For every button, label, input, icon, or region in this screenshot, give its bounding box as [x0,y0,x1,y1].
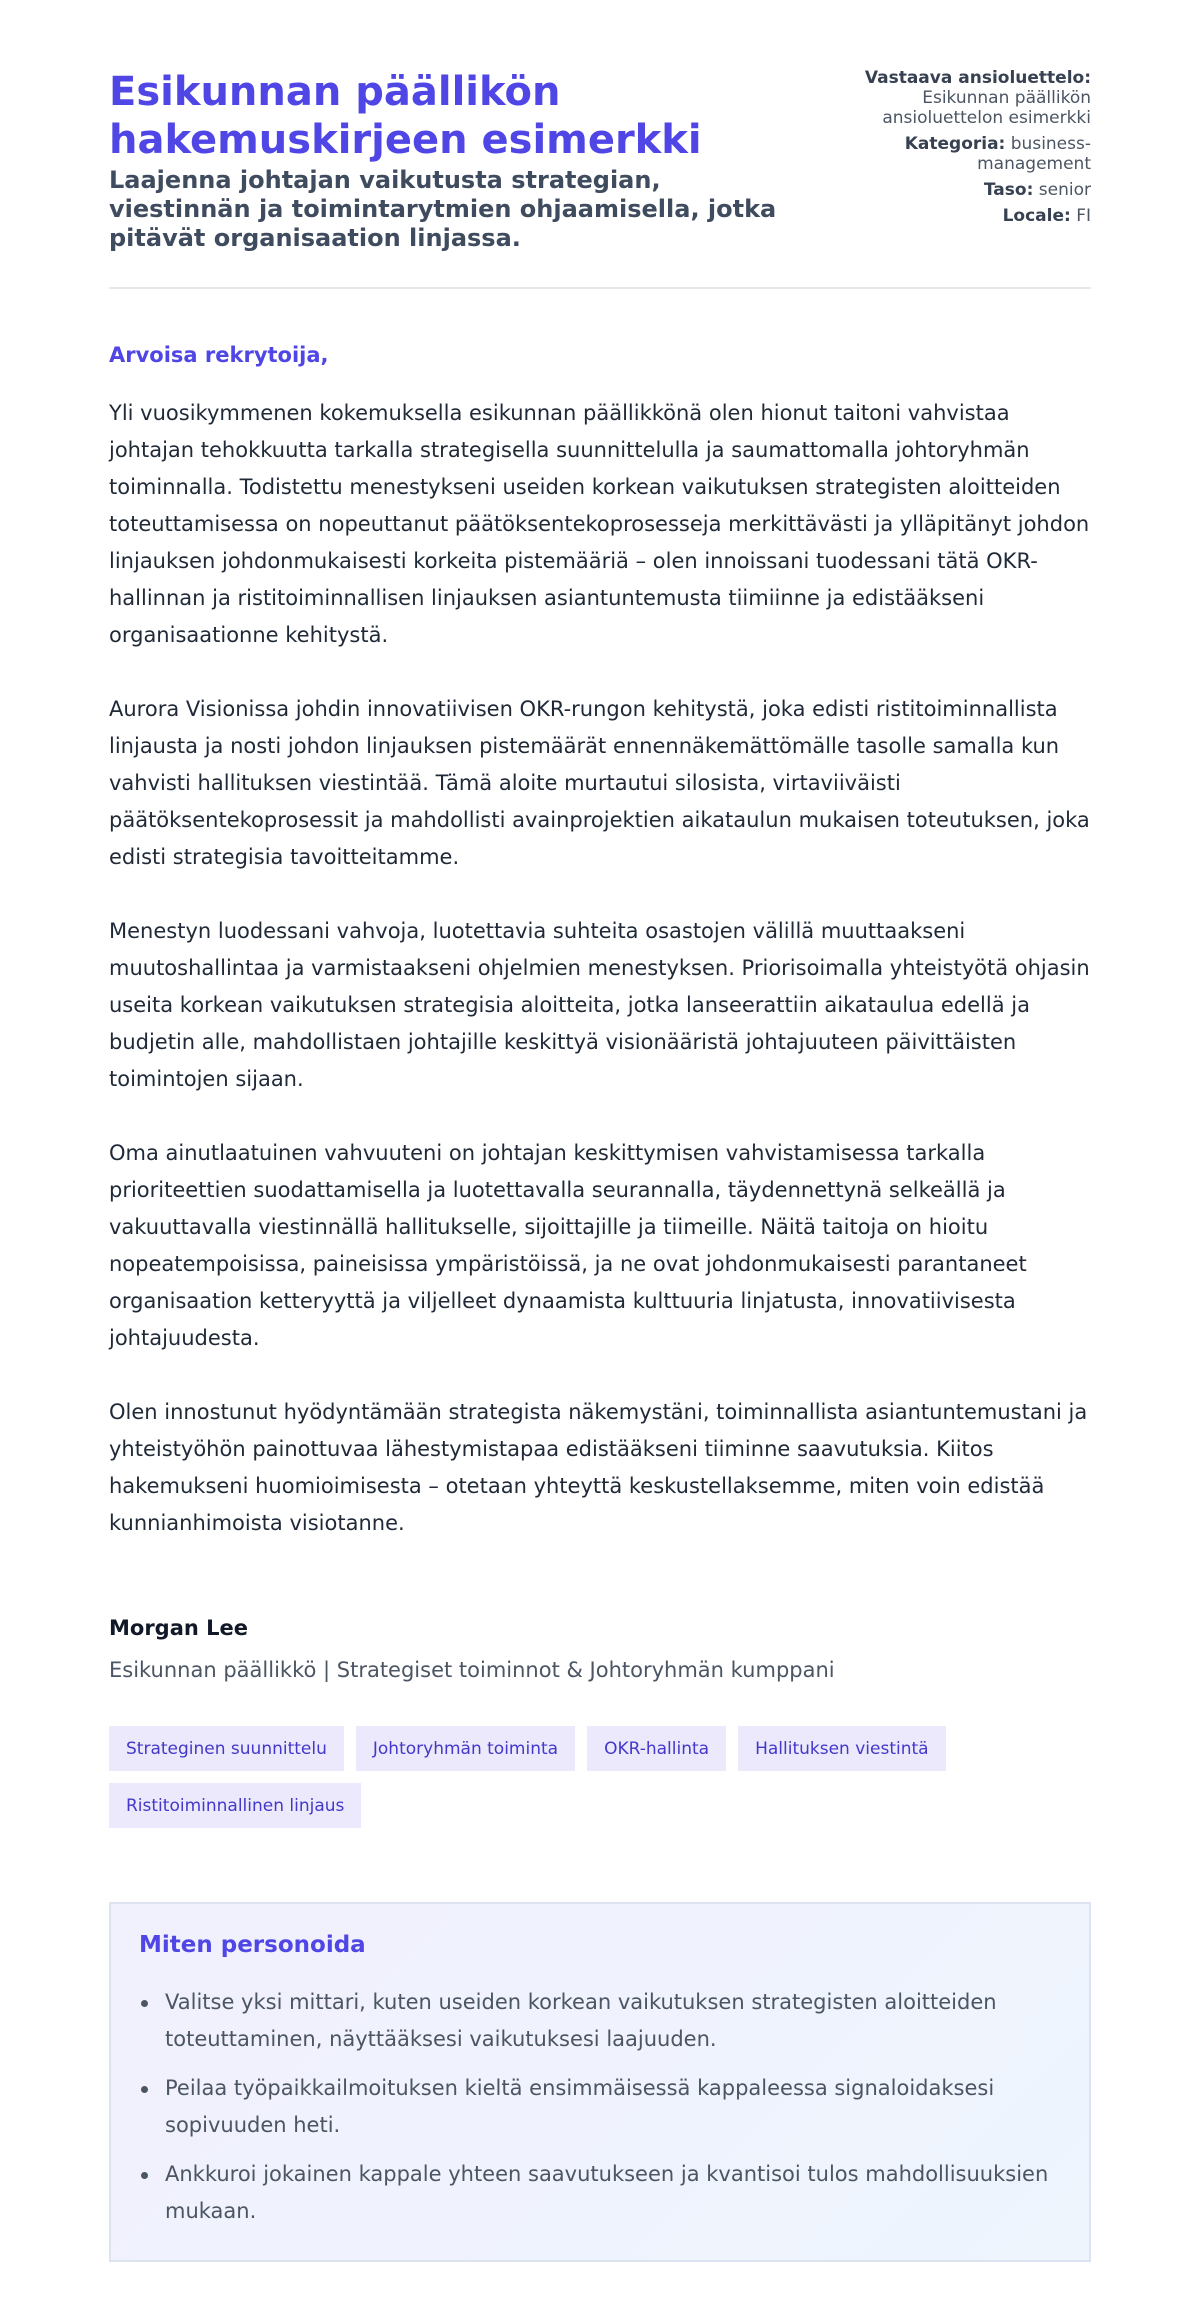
letter-paragraph: Yli vuosikymmenen kokemuksella esikunnan päällikkönä olen hionut taitoni vahvistaa johtajan tehokkuutta tarkalla strategisella suunnittelulla ja saumattomalla johtoryhmän toiminnalla. Todistettu menestykseni useiden korkean vaikutuksen strategisten aloitteiden toteuttamisessa on nopeuttanut päätöksentekoprosesseja merkittävästi ja ylläpitänyt johdon linjauksen johdonmukaisesti korkeita pistemääriä – olen innoissani tuodessani tätä OKR-hallinnan ja ristitoiminnallisen linjauksen asiantuntemusta tiimiinne ja edistääkseni organisaationne kehitystä. [109,401,1090,647]
meta-value: Esikunnan päällikön ansioluettelon esimerkki [882,88,1091,128]
meta-value: FI [1076,206,1091,226]
personalization-tips-box [109,1902,1091,2262]
header-titles [109,68,789,253]
skill-tag: Ristitoiminnallinen linjaus [109,1783,361,1828]
salutation: Arvoisa rekrytoija, [109,343,329,367]
meta-locale [841,206,1091,226]
page-header [109,68,1091,289]
letter-paragraph: Aurora Visionissa johdin innovatiivisen OKR-rungon kehitystä, joka edisti ristitoiminnallista linjausta ja nosti johdon linjauksen pistemäärät ennennäkemättömälle tasolle samalla kun vahvisti hallituksen viestintää. Tämä aloite murtautui silosista, virtaviiväisti päätöksentekoprosessit ja mahdollisti avainprojektien aikataulun mukaisen toteutuksen, joka edisti strategisia tavoitteitamme. [109,697,1090,869]
meta-category [841,134,1091,174]
tips-item-text: Peilaa työpaikkailmoituksen kieltä ensimmäisessä kappaleessa signaloidaksesi sopivuuden heti. [165,2076,995,2137]
tips-item-text: Valitse yksi mittari, kuten useiden korkean vaikutuksen strategisten aloitteiden toteuttaminen, näyttääksesi vaikutuksesi laajuuden. [165,1990,997,2051]
bullet-icon [141,2086,148,2093]
letter-paragraph: Olen innostunut hyödyntämään strategista näkemystäni, toiminnallista asiantuntemustani ja yhteistyöhön painottuvaa lähestymistapaa edistääkseni tiiminne saavutuksia. Kiitos hakemukseni huomioimisesta – otetaan yhteyttä keskustellaksemme, miten voin edistää kunnianhimoista visiotanne. [109,1400,1088,1535]
letter-body [109,341,1091,1542]
bullet-icon [141,2172,148,2179]
meta-label: Vastaava ansioluettelo: [864,68,1091,88]
tips-list [139,1984,1061,2230]
signature-title: Esikunnan päällikkö | Strategiset toiminnot & Johtoryhmän kumppani [109,1658,835,1682]
skill-tags [109,1726,1009,1828]
signature-block [109,1614,1091,1684]
meta-label: Taso: [983,180,1034,200]
letter-paragraph: Oma ainutlaatuinen vahvuuteni on johtajan keskittymisen vahvistamisessa tarkalla prioriteettien suodattamisella ja luotettavalla seurannalla, täydennettynä selkeällä ja vakuuttavalla viestinnällä hallitukselle, sijoittajille ja tiimeille. Näitä taitoja on hioitu nopeatempoisissa, paineisissa ympäristöissä, ja ne ovat johdonmukaisesti parantaneet organisaation ketteryyttä ja viljelleet dynaamista kulttuuria linjatusta, innovatiivisesta johtajuudesta. [109,1141,1027,1350]
meta-level [841,180,1091,200]
bullet-icon [141,2000,148,2007]
meta-label: Kategoria: [904,134,1006,154]
tips-title: Miten personoida [139,1932,366,1958]
page-subtitle: Laajenna johtajan vaikutusta strategian, viestinnän ja toimintarytmien ohjaamisella, jotka pitävät organisaation linjassa. [109,166,777,252]
meta-value: senior [1038,180,1091,200]
skill-tag: Strateginen suunnittelu [109,1726,344,1771]
tips-item [139,2070,1061,2144]
meta-related-resume [841,68,1091,128]
letter-paragraph: Menestyn luodessani vahvoja, luotettavia suhteita osastojen välillä muuttaakseni muutoshallintaa ja varmistaakseni ohjelmien menestyksen. Priorisoimalla yhteistyötä ohjasin useita korkean vaikutuksen strategisia aloitteita, jotka lanseerattiin aikataulua edellä ja budjetin alle, mahdollistaen johtajille keskittyä visionääristä johtajuuteen päivittäisten toimintojen sijaan. [109,919,1090,1091]
meta-panel [841,68,1091,232]
tips-item [139,1984,1061,2058]
skill-tag: Johtoryhmän toiminta [356,1726,575,1771]
tips-item [139,2156,1061,2230]
page-title: Esikunnan päällikön hakemuskirjeen esimerkki [109,69,702,163]
skill-tag: OKR-hallinta [587,1726,726,1771]
skill-tag: Hallituksen viestintä [738,1726,946,1771]
meta-value: business-management [977,134,1091,174]
tips-item-text: Ankkuroi jokainen kappale yhteen saavutukseen ja kvantisoi tulos mahdollisuuksien mukaan. [165,2162,1049,2223]
meta-label: Locale: [1002,206,1071,226]
signature-name: Morgan Lee [109,1616,249,1640]
